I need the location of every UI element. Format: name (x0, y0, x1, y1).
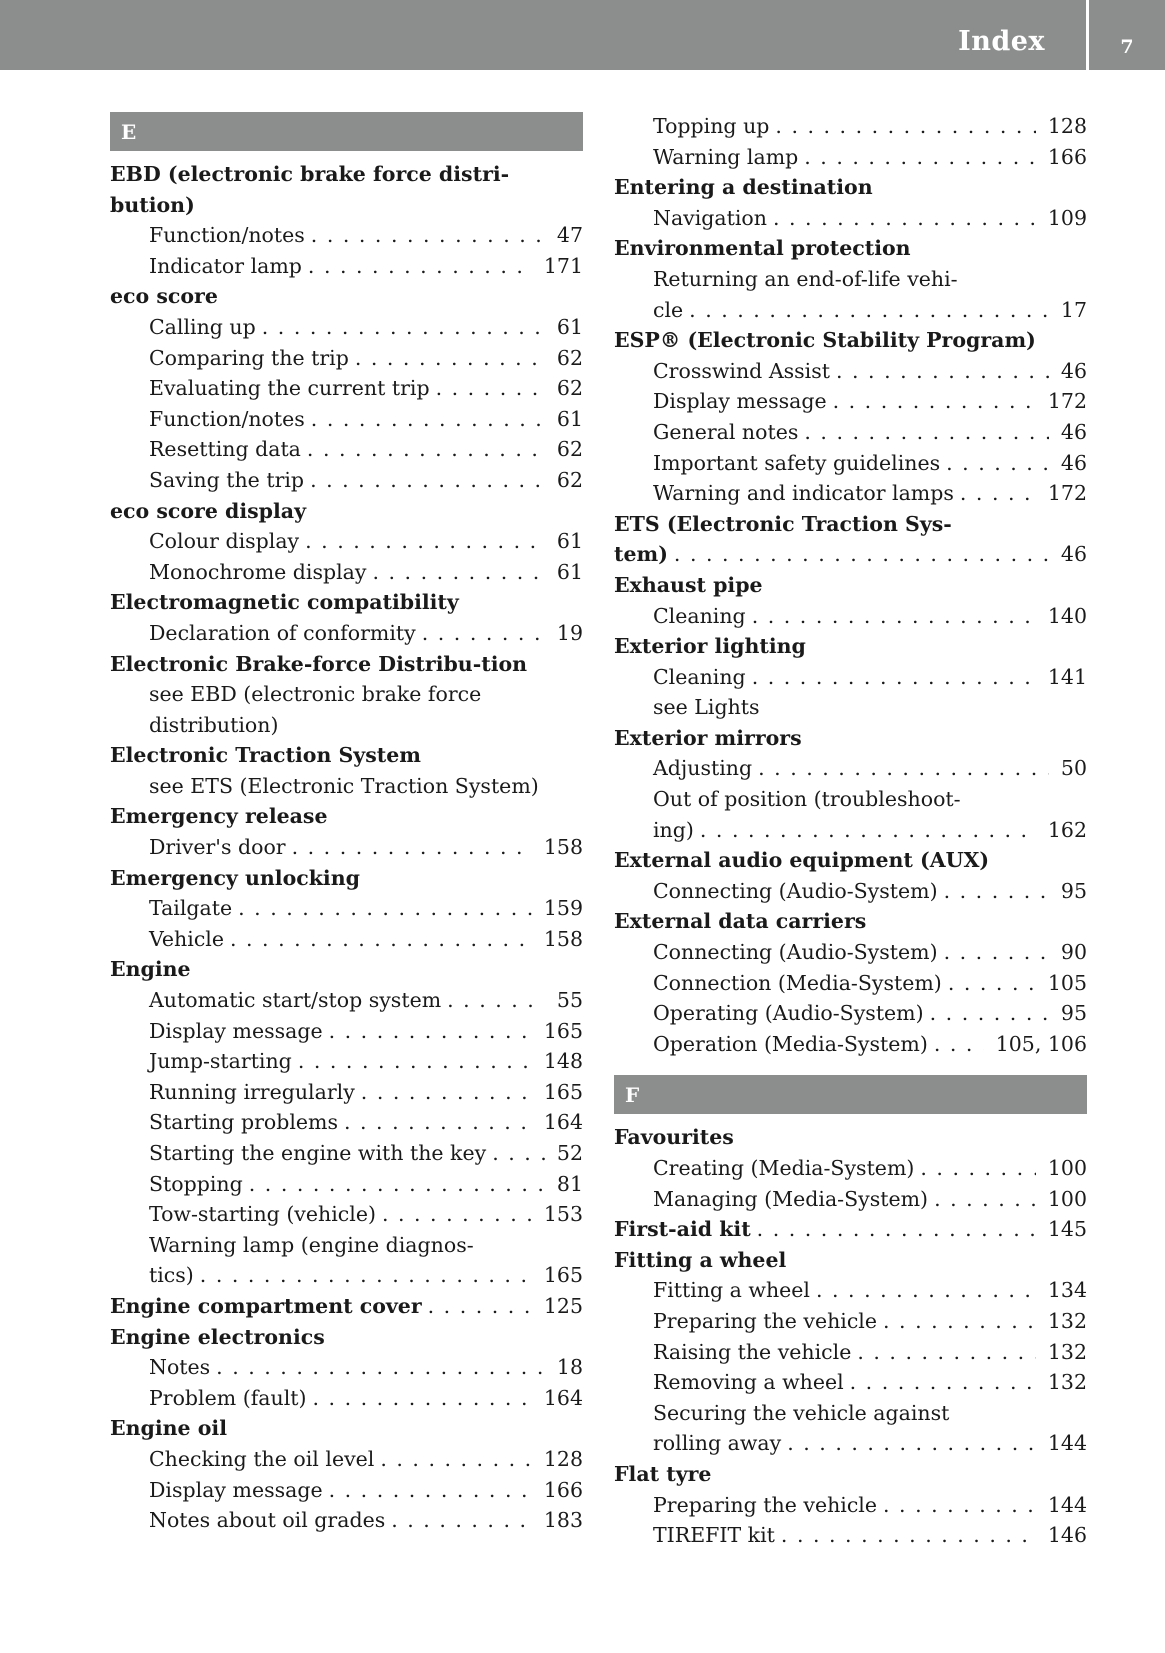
index-subentry (614, 386, 1087, 417)
index-subentry (110, 1077, 583, 1108)
index-subentry (614, 142, 1087, 173)
page-reference: 62 (556, 437, 583, 462)
index-subentry (614, 417, 1087, 448)
index-column-right (614, 112, 1087, 1551)
dot-leader (757, 1214, 1036, 1245)
entry-text: Display message (149, 1018, 323, 1043)
index-entry-heading: Entering a destination (614, 175, 873, 200)
dot-leader (355, 343, 545, 374)
dot-leader (836, 356, 1049, 387)
index-subentry (110, 893, 583, 924)
index-entry-heading: eco score display (110, 498, 306, 523)
page-reference: 18 (556, 1355, 583, 1380)
dot-leader (752, 601, 1036, 632)
page-reference: 105 (1047, 970, 1087, 995)
entry-text: Starting problems (149, 1110, 338, 1135)
index-subentry (110, 434, 583, 465)
page-reference: 164 (543, 1110, 583, 1135)
dot-leader (883, 1306, 1036, 1337)
dot-leader (775, 111, 1035, 142)
page-reference: 61 (556, 529, 583, 554)
index-entry-heading: Engine oil (110, 1416, 227, 1441)
entry-text: Warning and indicator lamps (653, 481, 954, 506)
entry-text: Jump-starting (149, 1049, 292, 1074)
page-reference: 165 (543, 1263, 583, 1288)
page-reference: 132 (1047, 1370, 1087, 1395)
entry-text: Fitting a wheel (653, 1278, 810, 1303)
entry-text: Operation (Media-System) (653, 1031, 928, 1056)
page-reference: 95 (1060, 1001, 1087, 1026)
page-reference: 141 (1047, 664, 1087, 689)
index-subentry (614, 1337, 1087, 1368)
page-reference: 132 (1047, 1339, 1087, 1364)
index-entry-heading: Emergency release (110, 804, 328, 829)
index-entry-heading: Exterior lighting (614, 634, 806, 659)
page-reference: 90 (1060, 940, 1087, 965)
page-reference: 132 (1047, 1308, 1087, 1333)
index-subentry (110, 343, 583, 374)
cross-reference: see ETS (Electronic Traction System) (149, 773, 539, 798)
page-reference: 165 (543, 1079, 583, 1104)
index-subentry-continued: Warning lamp (engine diagnos- (149, 1232, 474, 1257)
page-reference: 61 (556, 314, 583, 339)
dot-leader (380, 1444, 532, 1475)
index-subentry (110, 220, 583, 251)
page-reference: 50 (1060, 756, 1087, 781)
entry-text: Cleaning (653, 664, 746, 689)
entry-text: Monochrome display (149, 559, 367, 584)
dot-leader (344, 1107, 532, 1138)
entry-text: Preparing the vehicle (653, 1492, 877, 1517)
page-reference: 162 (1047, 817, 1087, 842)
entry-text: Function/notes (149, 223, 305, 248)
entry-text: Automatic start/stop system (149, 988, 442, 1013)
dot-leader (804, 417, 1049, 448)
index-subentry (110, 465, 583, 496)
dot-leader (883, 1490, 1036, 1521)
entry-text: Problem (fault) (149, 1385, 307, 1410)
index-subentry (110, 312, 583, 343)
index-subentry (110, 373, 583, 404)
page-reference: 134 (1047, 1278, 1087, 1303)
dot-leader (298, 1046, 532, 1077)
index-subentry (614, 968, 1087, 999)
entry-text: Warning lamp (653, 144, 799, 169)
dot-leader (313, 1383, 532, 1414)
entry-text: Removing a wheel (653, 1370, 844, 1395)
page-reference: 144 (1047, 1431, 1087, 1456)
dot-leader (382, 1199, 532, 1230)
entry-text: Cleaning (653, 603, 746, 628)
entry-text: Topping up (653, 114, 770, 138)
entry-text: Operating (Audio-System) (653, 1001, 924, 1026)
index-subentry (110, 404, 583, 435)
dot-leader (308, 251, 532, 282)
cross-reference: see Lights (653, 695, 760, 720)
dot-leader (311, 404, 545, 435)
index-subentry-continued: Returning an end-of-life vehi- (653, 266, 958, 291)
entry-text: TIREFIT kit (653, 1523, 775, 1548)
index-entry-heading: ESP® (Electronic Stability Program) (614, 328, 1036, 353)
entry-text: Connecting (Audio-System) (653, 940, 938, 965)
index-subentry (110, 1383, 583, 1414)
index-subentry (110, 557, 583, 588)
entry-text: Engine compartment cover (110, 1293, 422, 1318)
page-reference: 148 (543, 1049, 583, 1074)
index-subentry (110, 526, 583, 557)
index-subentry (614, 662, 1087, 693)
entry-text: General notes (653, 419, 799, 444)
page-reference: 159 (543, 896, 583, 921)
index-subentry-continued: Securing the vehicle against (653, 1400, 950, 1425)
header-divider (1086, 0, 1089, 70)
index-entry-heading: Flat tyre (614, 1461, 712, 1486)
page-reference: 164 (543, 1385, 583, 1410)
entry-text: Preparing the vehicle (653, 1308, 877, 1333)
index-subentry (614, 1490, 1087, 1521)
index-subentry (614, 601, 1087, 632)
dot-leader (946, 448, 1049, 479)
entry-text: Running irregularly (149, 1079, 355, 1104)
page-reference: 62 (556, 376, 583, 401)
page-reference: 46 (1060, 450, 1087, 475)
entry-text: Navigation (653, 205, 767, 230)
index-subentry (614, 1184, 1087, 1215)
page-reference: 158 (543, 926, 583, 951)
index-entry-heading (110, 1291, 583, 1322)
entry-text: Connecting (Audio-System) (653, 878, 938, 903)
entry-text: Important safety guidelines (653, 450, 941, 475)
entry-text: rolling away (653, 1431, 782, 1456)
index-entry-heading: eco score (110, 284, 218, 309)
dot-leader (329, 1475, 532, 1506)
page-reference: 105, 106 (995, 1031, 1087, 1056)
dot-leader (752, 662, 1036, 693)
dot-leader (781, 1520, 1036, 1551)
index-subentry (614, 1306, 1087, 1337)
index-subentry (614, 937, 1087, 968)
entry-text: Notes about oil grades (149, 1508, 386, 1533)
page-reference: 46 (1060, 358, 1087, 383)
dot-leader (758, 753, 1049, 784)
entry-text: Evaluating the current trip (149, 376, 430, 401)
page-reference: 140 (1047, 603, 1087, 628)
page-reference: 100 (1047, 1186, 1087, 1211)
entry-text: Function/notes (149, 406, 305, 431)
index-entry-heading: ETS (Electronic Traction Sys- (614, 511, 952, 536)
dot-leader (944, 937, 1049, 968)
page-reference: 166 (1047, 144, 1087, 169)
page-reference: 19 (556, 620, 583, 645)
page-reference: 52 (556, 1141, 583, 1165)
page-reference: 95 (1060, 878, 1087, 903)
index-entry-heading (614, 1214, 1087, 1245)
index-subentry (110, 1138, 583, 1169)
page-number: 7 (1120, 36, 1134, 58)
dot-leader (492, 1138, 545, 1169)
index-subentry (110, 1475, 583, 1506)
dot-leader (305, 526, 545, 557)
index-subentry (110, 1444, 583, 1475)
dot-leader (689, 295, 1049, 326)
index-subentry-continued: Out of position (troubleshoot- (653, 787, 961, 812)
dot-leader (850, 1367, 1036, 1398)
dot-leader (833, 386, 1036, 417)
page-reference: 128 (1047, 114, 1087, 138)
index-entry-heading: Electromagnetic compatibility (110, 590, 459, 615)
entry-text: Colour display (149, 529, 300, 554)
dot-leader (329, 1016, 532, 1047)
index-subentry (614, 998, 1087, 1029)
index-subentry (614, 295, 1087, 326)
entry-text: First-aid kit (614, 1217, 751, 1242)
page-reference: 144 (1047, 1492, 1087, 1517)
index-subentry (110, 924, 583, 955)
dot-leader (920, 1153, 1035, 1184)
dot-leader (944, 876, 1049, 907)
index-entry-heading: Engine (110, 957, 191, 982)
index-subentry (614, 1275, 1087, 1306)
index-entry-heading: Environmental protection (614, 236, 911, 261)
index-subentry (110, 1260, 583, 1291)
index-subentry (110, 1352, 583, 1383)
dot-leader (773, 203, 1036, 234)
entry-text: Saving the trip (149, 467, 305, 492)
dot-leader (249, 1169, 545, 1200)
index-subentry (110, 618, 583, 649)
entry-text: Notes (149, 1355, 211, 1380)
page-reference: 153 (543, 1202, 583, 1227)
dot-leader (307, 434, 545, 465)
index-entry-heading: External data carriers (614, 909, 867, 934)
index-subentry (614, 1367, 1087, 1398)
entry-list-e (110, 159, 583, 1536)
entry-text: Driver's door (149, 835, 286, 860)
page-reference: 81 (556, 1171, 583, 1196)
index-subentry (614, 356, 1087, 387)
index-entry-heading: Electronic Brake-force Distribu-tion (110, 651, 528, 676)
entry-text: cle (653, 297, 684, 322)
entry-text: Creating (Media-System) (653, 1156, 915, 1180)
page-reference: 46 (1060, 542, 1087, 567)
index-entry-heading: EBD (electronic brake force distri-bution) (110, 162, 510, 217)
dot-leader (200, 1260, 532, 1291)
entry-list-f (614, 1122, 1087, 1550)
dot-leader (292, 832, 532, 863)
entry-text: tem) (614, 542, 668, 567)
index-subentry (614, 111, 1087, 142)
entry-text: Resetting data (149, 437, 301, 462)
dot-leader (422, 618, 545, 649)
entry-text: Comparing the trip (149, 345, 349, 370)
dot-leader (391, 1505, 532, 1536)
dot-leader (674, 539, 1049, 570)
section-header-e: E (110, 112, 583, 151)
index-entry-heading: Electronic Traction System (110, 743, 421, 768)
index-subentry (110, 1016, 583, 1047)
index-entry-heading: Emergency unlocking (110, 865, 360, 890)
index-entry-heading: Fitting a wheel (614, 1247, 787, 1272)
entry-text: tics) (149, 1263, 194, 1288)
index-subentry (614, 876, 1087, 907)
entry-text: Display message (149, 1477, 323, 1502)
index-subentry (110, 251, 583, 282)
index-subentry (110, 1107, 583, 1138)
entry-text: Connection (Media-System) (653, 970, 942, 995)
page-reference: 165 (543, 1018, 583, 1043)
index-subentry (110, 832, 583, 863)
index-subentry (614, 1428, 1087, 1459)
index-subentry (110, 1505, 583, 1536)
dot-leader (787, 1428, 1036, 1459)
index-entry-heading: Engine electronics (110, 1324, 325, 1349)
index-subentry (110, 985, 583, 1016)
entry-text: Checking the oil level (149, 1446, 375, 1471)
section-header-f: F (614, 1075, 1087, 1114)
page-reference: 61 (556, 559, 583, 584)
entry-text: Declaration of conformity (149, 620, 416, 645)
dot-leader (230, 924, 532, 955)
page-reference: 61 (556, 406, 583, 431)
index-entry-heading: Exhaust pipe (614, 572, 763, 597)
index-subentry (614, 1153, 1087, 1184)
entry-text: Stopping (149, 1171, 243, 1196)
dot-leader (857, 1337, 1036, 1368)
page-reference: 47 (556, 223, 583, 248)
entry-text: Tow-starting (vehicle) (149, 1202, 376, 1227)
section-gap (614, 1059, 1087, 1075)
index-subentry (110, 1199, 583, 1230)
index-subentry (110, 1169, 583, 1200)
dot-leader (216, 1352, 545, 1383)
dot-leader (311, 220, 545, 251)
index-subentry (614, 203, 1087, 234)
page-reference: 46 (1060, 419, 1087, 444)
index-entry-heading: External audio equipment (AUX) (614, 848, 990, 873)
page-reference: 100 (1047, 1156, 1087, 1180)
dot-leader (310, 465, 545, 496)
dot-leader (700, 815, 1036, 846)
dot-leader (238, 893, 532, 924)
page-reference: 17 (1060, 297, 1087, 322)
index-subentry (110, 1046, 583, 1077)
index-subentry (614, 448, 1087, 479)
entry-text: Vehicle (149, 926, 224, 951)
page-reference: 172 (1047, 389, 1087, 414)
index-column-left (110, 112, 583, 1536)
dot-leader (934, 1184, 1036, 1215)
index-entry-heading: Exterior mirrors (614, 725, 802, 750)
entry-text: Tailgate (149, 896, 233, 921)
header-title: Index (958, 26, 1045, 57)
entry-text: Display message (653, 389, 827, 414)
page-reference: 166 (543, 1477, 583, 1502)
page-header (0, 0, 1165, 70)
index-subentry (614, 1520, 1087, 1551)
entry-text: Starting the engine with the key (149, 1141, 487, 1165)
entry-text: Managing (Media-System) (653, 1186, 929, 1211)
index-entry-heading (614, 539, 1087, 570)
index-subentry (614, 1029, 1087, 1060)
dot-leader (447, 985, 545, 1016)
entry-text: Indicator lamp (149, 253, 302, 278)
page-reference: 55 (556, 988, 583, 1013)
dot-leader (960, 478, 1036, 509)
index-subentry (614, 815, 1087, 846)
page-reference: 125 (543, 1293, 583, 1318)
page-reference: 171 (543, 253, 583, 278)
dot-leader (934, 1029, 984, 1060)
entry-text: Raising the vehicle (653, 1339, 852, 1364)
dot-leader (262, 312, 545, 343)
entry-text: Adjusting (653, 756, 753, 781)
entry-text: Calling up (149, 314, 256, 339)
page-reference: 172 (1047, 481, 1087, 506)
dot-leader (816, 1275, 1036, 1306)
index-subentry (614, 478, 1087, 509)
index-entry-heading: Favourites (614, 1125, 734, 1150)
dot-leader (361, 1077, 532, 1108)
entry-text: Crosswind Assist (653, 358, 830, 383)
page-reference: 145 (1047, 1217, 1087, 1242)
page-reference: 158 (543, 835, 583, 860)
dot-leader (804, 142, 1036, 173)
page-reference: 183 (543, 1508, 583, 1533)
cross-reference: see EBD (electronic brake force distribution) (149, 682, 482, 737)
page-reference: 109 (1047, 205, 1087, 230)
page-reference: 146 (1047, 1523, 1087, 1548)
page-reference: 128 (543, 1446, 583, 1471)
entry-text: ing) (653, 817, 694, 842)
dot-leader (436, 373, 545, 404)
dot-leader (948, 968, 1036, 999)
index-subentry (614, 753, 1087, 784)
dot-leader (930, 998, 1049, 1029)
page-reference: 62 (556, 345, 583, 370)
dot-leader (428, 1291, 532, 1322)
dot-leader (372, 557, 544, 588)
page-reference: 62 (556, 467, 583, 492)
entry-list-e-continued (614, 111, 1087, 1059)
